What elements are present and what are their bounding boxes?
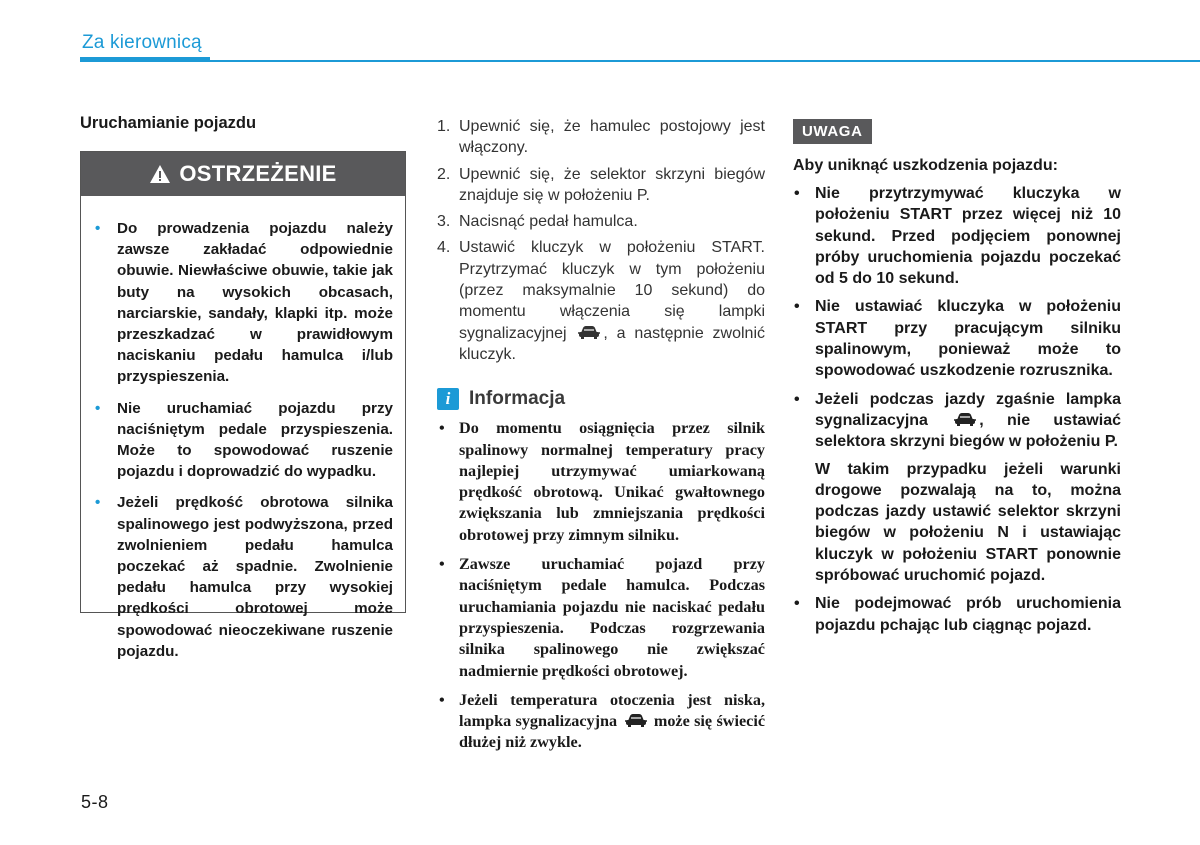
bullet-icon: • [439, 555, 445, 574]
bullet-icon: • [439, 690, 445, 709]
bullet-icon: • [439, 419, 445, 438]
warning-text: Nie uruchamiać pojazdu przy naciśniętym pedale przyspieszenia. Może to spowodować ruszenie pojazdu i doprowadzić do wypadku. [117, 399, 393, 481]
header-rule [80, 60, 1200, 62]
bullet-icon: • [95, 494, 101, 512]
list-item [793, 296, 1121, 381]
step-number: 3. [437, 213, 451, 231]
step-text: Ustawić kluczyk w położeniu START. Przytrzymać kluczyk w tym położeniu (przez maksymalnie 10 sekund) do momentu włączenia się lampki sygnalizacyjnej [459, 239, 765, 342]
list-item [437, 418, 765, 546]
step-text: Nacisnąć pedał hamulca. [459, 213, 638, 231]
bullet-icon: • [794, 185, 800, 202]
list-item [437, 211, 765, 232]
list-item [437, 116, 765, 159]
caution-text: , nie ustawiać selektora skrzyni biegów w położeniu P. [815, 411, 1121, 451]
car-ready-lamp-icon [953, 411, 977, 427]
caution-text: Nie ustawiać kluczyka w położeniu START przy pracującym silniku spalinowym, ponieważ może to spowodować uszkodzenie rozrusznika. [815, 298, 1121, 380]
section-title: Uruchamianie pojazdu [80, 114, 257, 132]
caution-extra-text: W takim przypadku jeżeli warunki drogowe pozwalają na to, można podczas jazdy ustawić selektor skrzyni biegów w położeniu N i ustawiając kluczyk w położeniu START ponownie spróbować uruchomić pojazd. [815, 460, 1121, 585]
step-text: Upewnić się, że selektor skrzyni biegów znajduje się w położeniu P. [459, 165, 765, 204]
caution-text: Jeżeli podczas jazdy zgaśnie lampka sygnalizacyjna [815, 390, 1121, 429]
bullet-icon: • [794, 390, 800, 408]
info-header [437, 388, 765, 410]
bullet-icon: • [794, 595, 800, 613]
info-label: Informacja [469, 388, 566, 410]
bullet-icon: • [95, 220, 101, 237]
step-number: 2. [437, 165, 451, 183]
car-ready-lamp-icon [577, 324, 601, 340]
caution-list [793, 183, 1121, 636]
step-number: 1. [437, 118, 451, 135]
info-text: Zawsze uruchamiać pojazd przy naciśniętym pedale hamulca. Podczas uruchamiania pojazdu nie naciskać pedału przyspieszenia. Podczas rozgrzewania silnika spalinowego nie zwiększać nadmiernie prędkości obrotowej. [459, 555, 765, 680]
right-column [793, 119, 1121, 643]
list-item [95, 398, 393, 483]
warning-label: OSTRZEŻENIE [179, 161, 337, 186]
list-item [793, 389, 1121, 587]
warning-header [81, 152, 405, 196]
warning-text: Do prowadzenia pojazdu należy zawsze zakładać odpowiednie obuwie. Niewłaściwe obuwie, takie jak buty na wysokich obcasach, narciarskie, sandały, klapki itp. może przeszkadzać w prawidłowym naciskaniu pedału hamulca i/lub przyspieszenia. [117, 220, 393, 386]
info-list [437, 418, 765, 753]
caution-badge: UWAGA [793, 119, 872, 144]
page-number: 5-8 [81, 792, 109, 812]
list-item [437, 164, 765, 207]
bullet-icon: • [794, 298, 800, 316]
start-steps-list [437, 116, 765, 365]
info-text: Jeżeli temperatura otoczenia jest niska, lampka sygnalizacyjna [459, 690, 765, 731]
warning-triangle-icon [149, 164, 171, 184]
step-number: 4. [437, 239, 451, 257]
section-header: Za kierownicą [82, 32, 202, 53]
list-item [437, 554, 765, 682]
caution-title: Aby uniknąć uszkodzenia pojazdu: [793, 157, 1058, 174]
list-item [95, 492, 393, 662]
warning-list [81, 196, 405, 662]
list-item [793, 183, 1121, 289]
car-ready-lamp-icon [624, 712, 648, 728]
list-item [793, 593, 1121, 636]
list-item [437, 690, 765, 754]
list-item [437, 237, 765, 365]
caution-text: Nie przytrzymywać kluczyka w położeniu START przez więcej niż 10 sekund. Przed podjęciem ponownej próby uruchomienia pojazdu poczekać od 5 do 10 sekund. [815, 185, 1121, 288]
middle-column [437, 116, 765, 762]
warning-text: Jeżeli prędkość obrotowa silnika spalinowego jest podwyższona, przed zwolnieniem pedału hamulca poczekać aż spadnie. Zwolnienie pedału hamulca przy wysokiej prędkości obrotowej może spowodować nieoczekiwane ruszenie pojazdu. [117, 494, 393, 660]
info-icon: i [437, 388, 459, 410]
left-column [80, 114, 408, 660]
caution-text: Nie podejmować prób uruchomienia pojazdu pchając lub ciągnąc pojazd. [815, 595, 1121, 634]
info-text: może się świecić dłużej niż zwykle. [459, 712, 765, 752]
list-item [95, 218, 393, 388]
warning-box [80, 151, 406, 660]
info-text: Do momentu osiągnięcia przez silnik spalinowy normalnej temperatury pracy najlepiej utrzymywać umiarkowaną prędkość obrotową. Unikać gwałtownego zwiększania lub zmniejszania prędkości obrotowej przy zimnym silniku. [459, 419, 765, 544]
bullet-icon: • [95, 399, 101, 417]
step-text: Upewnić się, że hamulec postojowy jest włączony. [459, 118, 765, 157]
step-text: , a następnie zwolnić kluczyk. [459, 324, 765, 363]
